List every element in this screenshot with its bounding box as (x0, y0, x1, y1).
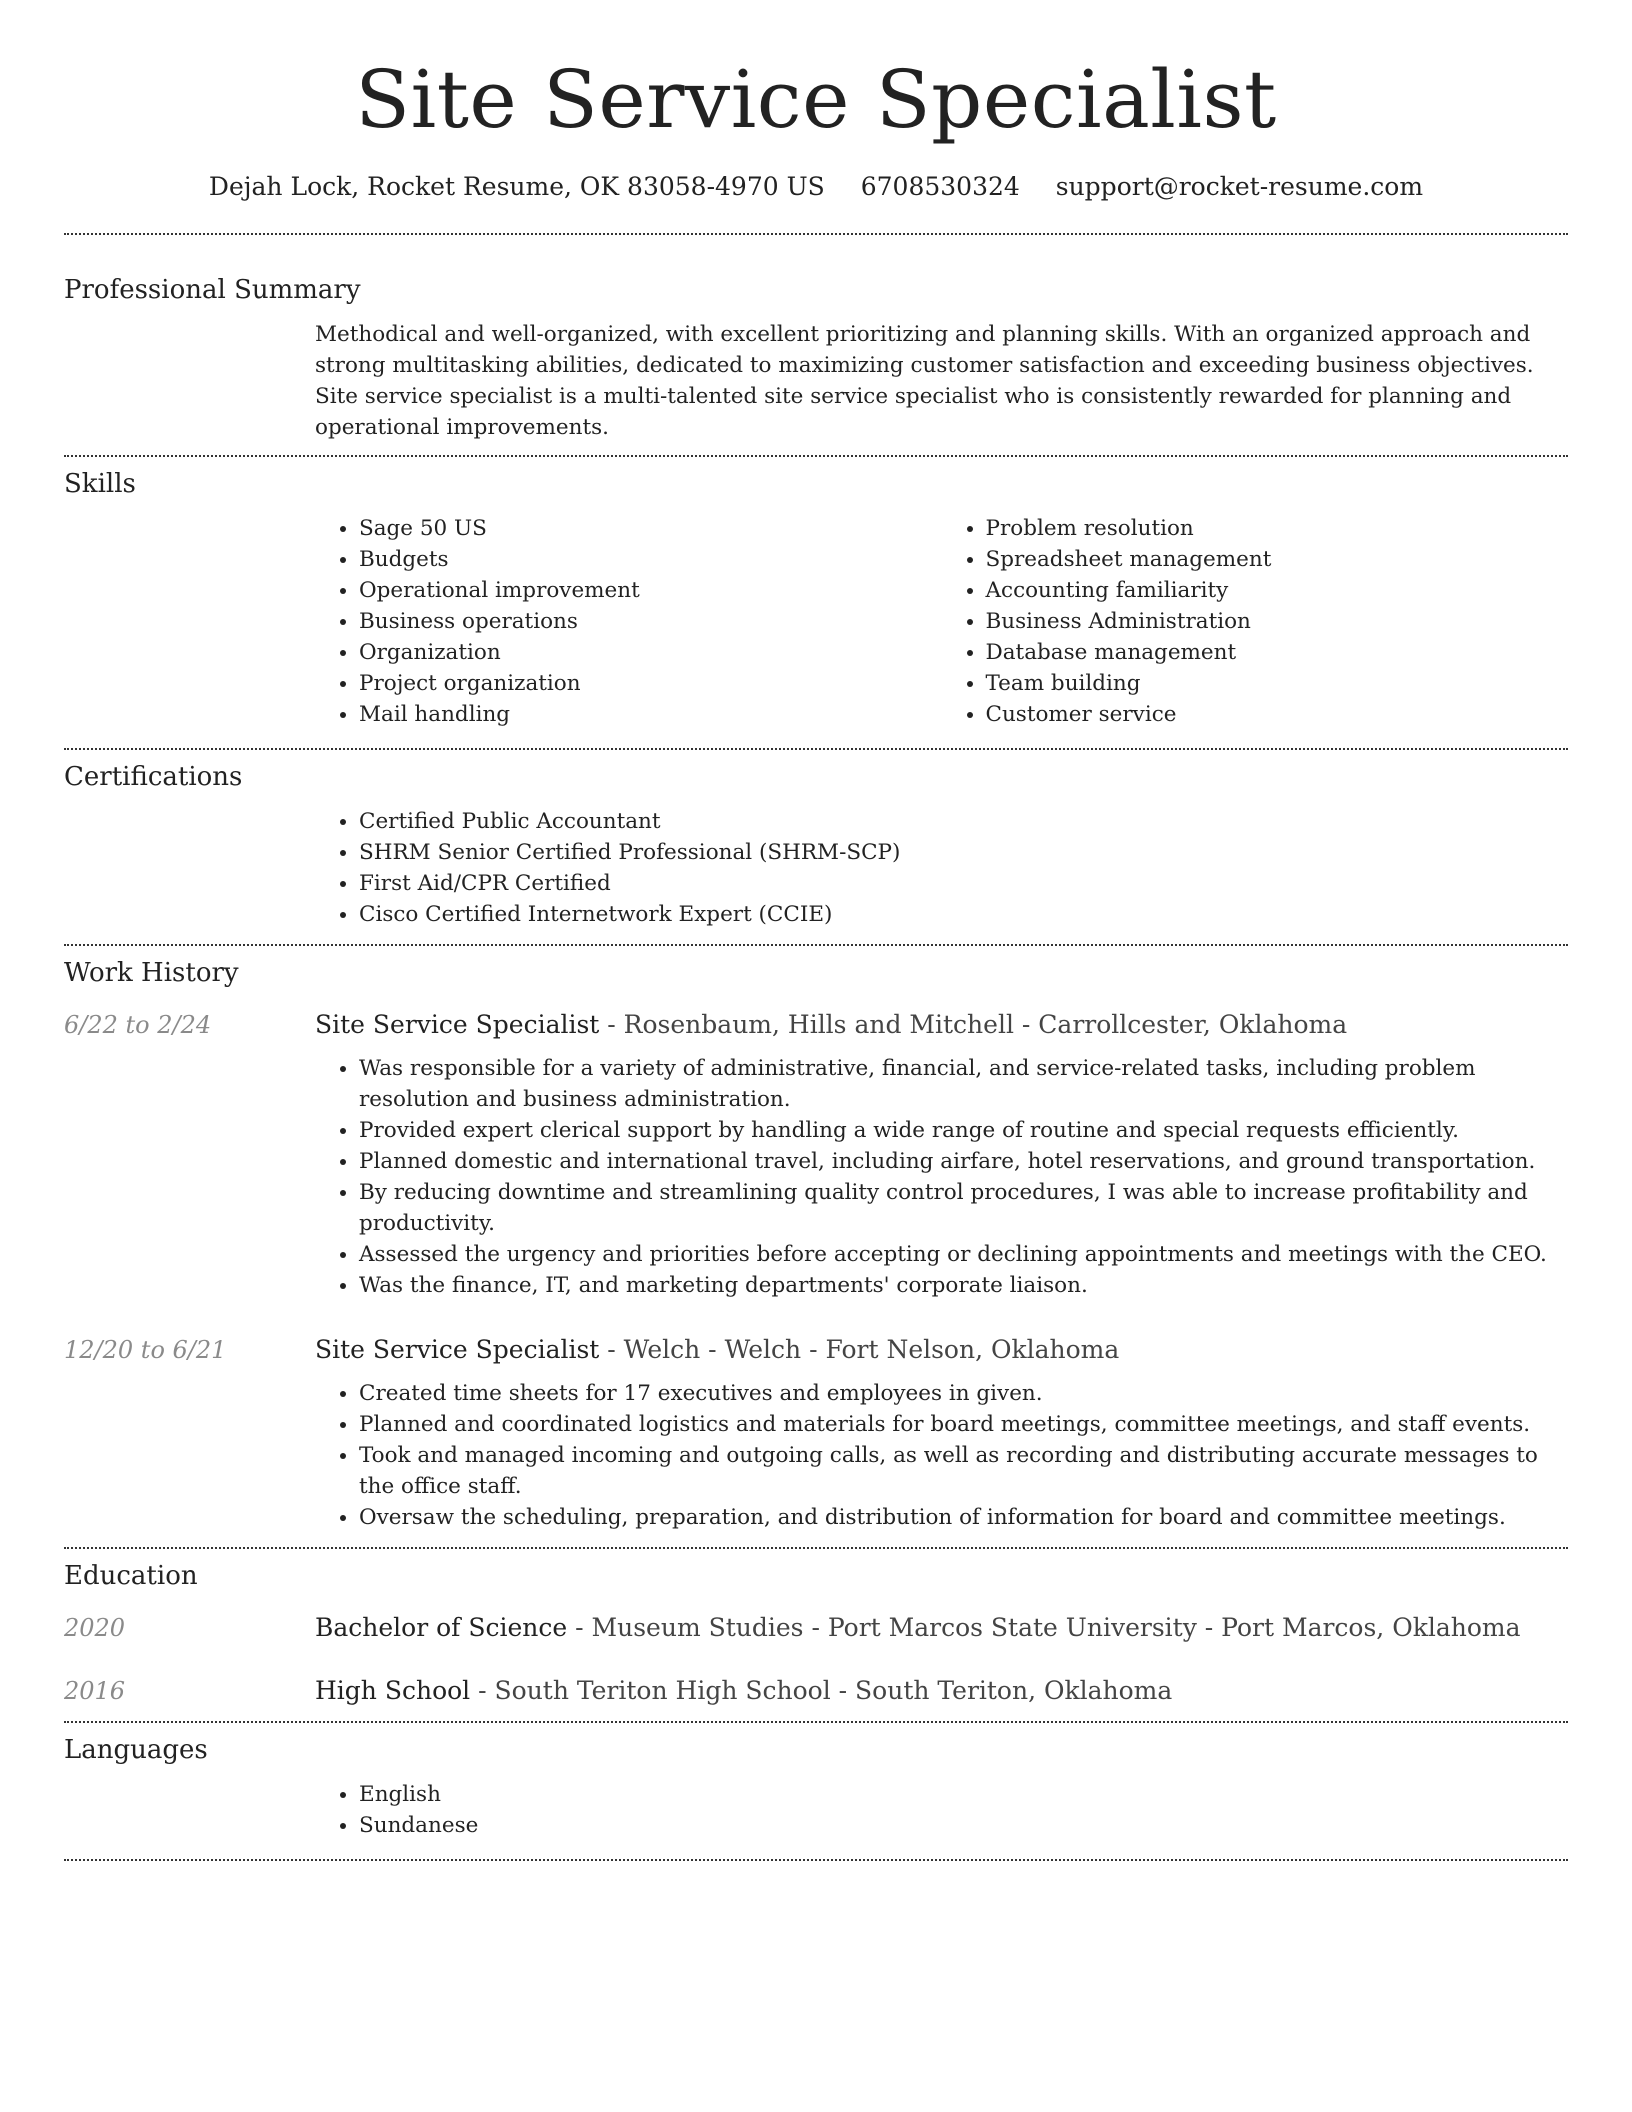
job-bullet: • Provided expert clerical support by handling a wide range of routine and special requests efficiently. (359, 1115, 1568, 1146)
job-bullet: • Created time sheets for 17 executives and employees in given. (359, 1378, 1568, 1409)
skill-item: • Problem resolution (986, 513, 1569, 544)
education-heading: Education (64, 1561, 198, 1591)
job-heading (315, 1335, 1119, 1364)
education-detail: - Museum Studies - Port Marcos State University - Port Marcos, Oklahoma (567, 1613, 1521, 1642)
skill-item: • Database management (986, 637, 1569, 668)
skills-heading: Skills (64, 469, 136, 499)
language-item: • Sundanese (359, 1810, 1568, 1841)
skill-item: • Business Administration (986, 606, 1569, 637)
skill-item: • Mail handling (359, 699, 942, 730)
education-heading-line (315, 1613, 1521, 1642)
divider (64, 1721, 1568, 1723)
job-bullet: • Planned domestic and international travel, including airfare, hotel reservations, and ground transportation. (359, 1146, 1568, 1177)
education-year: 2016 (64, 1677, 126, 1705)
job-bullets (315, 1053, 1568, 1301)
certification-item: • SHRM Senior Certified Professional (SHRM-SCP) (359, 837, 1568, 868)
job-bullet: • By reducing downtime and streamlining quality control procedures, I was able to increase profitability and productivity. (359, 1177, 1568, 1239)
job-bullet: • Was responsible for a variety of administrative, financial, and service-related tasks, including problem resolution and business administration. (359, 1053, 1568, 1115)
contact-line (64, 172, 1568, 201)
job-heading (315, 1010, 1347, 1039)
education-degree: Bachelor of Science (315, 1613, 568, 1642)
skill-item: • Accounting familiarity (986, 575, 1569, 606)
summary-text: Methodical and well-organized, with excellent prioritizing and planning skills. With an organized approach and strong multitasking abilities, dedicated to maximizing customer satisfaction and exceeding business objectives. Site service specialist is a multi-talented site service specialist who is consistently rewarded for planning and operational improvements. (315, 322, 1534, 440)
job-bullet: • Oversaw the scheduling, preparation, and distribution of information for board and committee meetings. (359, 1502, 1568, 1533)
job-detail: - Welch - Welch - Fort Nelson, Oklahoma (599, 1335, 1120, 1364)
job-detail: - Rosenbaum, Hills and Mitchell - Carrollcester, Oklahoma (599, 1010, 1348, 1039)
skill-item: • Budgets (359, 544, 942, 575)
job-dates: 6/22 to 2/24 (64, 1011, 212, 1039)
skill-item: • Customer service (986, 699, 1569, 730)
job-bullet: • Took and managed incoming and outgoing calls, as well as recording and distributing accurate messages to the office staff. (359, 1440, 1568, 1502)
education-entry (64, 1613, 1568, 1642)
job-bullet: • Planned and coordinated logistics and materials for board meetings, committee meetings, and staff events. (359, 1409, 1568, 1440)
job-bullet: • Was the finance, IT, and marketing departments' corporate liaison. (359, 1270, 1568, 1301)
skills-column-right (942, 513, 1569, 730)
language-item: • English (359, 1779, 1568, 1810)
divider (64, 233, 1568, 235)
education-heading-line (315, 1676, 1172, 1705)
certification-item: • Certified Public Accountant (359, 806, 1568, 837)
certification-item: • Cisco Certified Internetwork Expert (CCIE) (359, 899, 1568, 930)
resume-title: Site Service Specialist (355, 53, 1277, 146)
work-heading: Work History (64, 958, 239, 988)
certifications-list (315, 806, 1568, 930)
certification-item: • First Aid/CPR Certified (359, 868, 1568, 899)
contact-phone: 6708530324 (860, 172, 1020, 201)
skill-item: • Team building (986, 668, 1569, 699)
divider (64, 748, 1568, 750)
languages-heading: Languages (64, 1735, 208, 1765)
education-detail: - South Teriton High School - South Teriton, Oklahoma (470, 1676, 1173, 1705)
job-title: Site Service Specialist (315, 1010, 600, 1039)
contact-address: Dejah Lock, Rocket Resume, OK 83058-4970 US (208, 172, 825, 201)
skill-item: • Spreadsheet management (986, 544, 1569, 575)
contact-email: support@rocket-resume.com (1055, 172, 1424, 201)
job-dates: 12/20 to 6/21 (64, 1336, 227, 1364)
education-entry (64, 1676, 1568, 1705)
education-degree: High School (315, 1676, 471, 1705)
job-entry (64, 1010, 1568, 1039)
job-entry (64, 1335, 1568, 1364)
divider (64, 944, 1568, 946)
divider (64, 455, 1568, 457)
skills-list (315, 513, 1568, 730)
languages-list (315, 1779, 1568, 1841)
education-year: 2020 (64, 1614, 126, 1642)
divider (64, 1547, 1568, 1549)
skill-item: • Operational improvement (359, 575, 942, 606)
summary-heading: Professional Summary (64, 275, 361, 305)
skill-item: • Sage 50 US (359, 513, 942, 544)
job-title: Site Service Specialist (315, 1335, 600, 1364)
skill-item: • Business operations (359, 606, 942, 637)
skills-column-left (315, 513, 942, 730)
divider (64, 1859, 1568, 1861)
certifications-heading: Certifications (64, 762, 243, 792)
job-bullets (315, 1378, 1568, 1533)
job-bullet: • Assessed the urgency and priorities before accepting or declining appointments and meetings with the CEO. (359, 1239, 1568, 1270)
skill-item: • Project organization (359, 668, 942, 699)
skill-item: • Organization (359, 637, 942, 668)
resume-page (64, 0, 1568, 1861)
